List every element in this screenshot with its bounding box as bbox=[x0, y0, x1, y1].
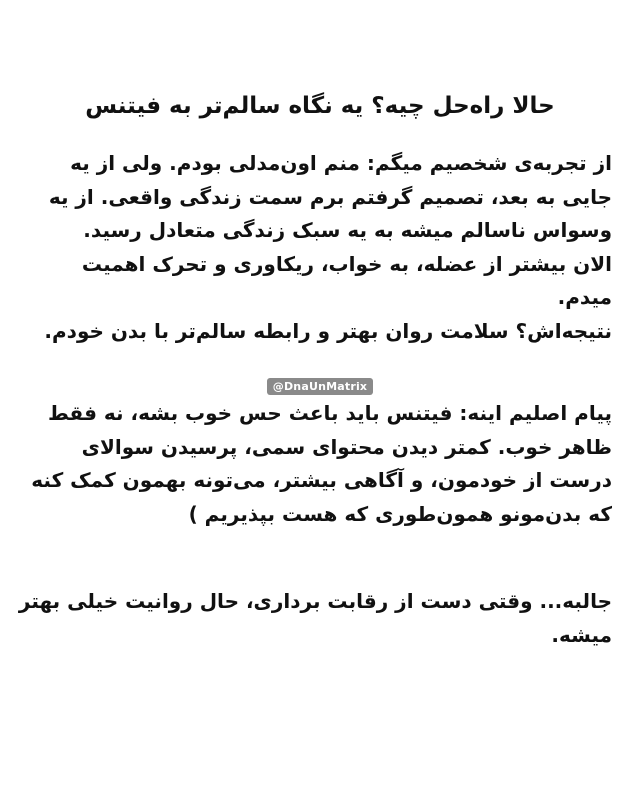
text-line: وسواس ناسالم میشه به یه سبک زندگی متعادل رسید. bbox=[83, 218, 612, 242]
page-title: حالا راه‌حل چیه؟ یه نگاه سالم‌تر به فیتنس bbox=[85, 93, 555, 119]
paragraph-main-message bbox=[26, 397, 612, 531]
text-line: از تجربه‌ی شخصیم میگم: منم اون‌مدلی بودم. ولی از یه bbox=[70, 151, 612, 175]
text-line: که بدن‌مونو همون‌طوری که هست بپذیریم ) bbox=[188, 501, 612, 526]
text-line: درست از خودمون، و آگاهی بیشتر، می‌تونه بهمون کمک کنه bbox=[31, 468, 612, 492]
text-line: میدم. bbox=[557, 285, 612, 309]
watermark bbox=[0, 375, 640, 395]
text-line: ظاهر خوب. کمتر دیدن محتوای سمی، پرسیدن سوالای bbox=[81, 434, 612, 459]
watermark-label: @DnaUnMatrix bbox=[267, 378, 373, 395]
paragraph-conclusion bbox=[18, 585, 612, 652]
text-line: نتیجه‌اش؟ سلامت روان بهتر و رابطه سالم‌تر با بدن خودم. bbox=[44, 318, 612, 343]
text-line: پیام اصلیم اینه: فیتنس باید باعث حس خوب بشه، نه فقط bbox=[48, 401, 612, 425]
paragraph-personal-experience bbox=[26, 147, 612, 348]
text-line: جالبه... وقتی دست از رقابت برداری، حال روانیت خیلی بهتر bbox=[18, 589, 612, 613]
text-line: الان بیشتر از عضله، به خواب، ریکاوری و تحرک اهمیت bbox=[81, 251, 612, 276]
text-line: میشه. bbox=[551, 622, 612, 647]
text-line: جایی به بعد، تصمیم گرفتم برم سمت زندگی واقعی. از یه bbox=[48, 184, 612, 209]
